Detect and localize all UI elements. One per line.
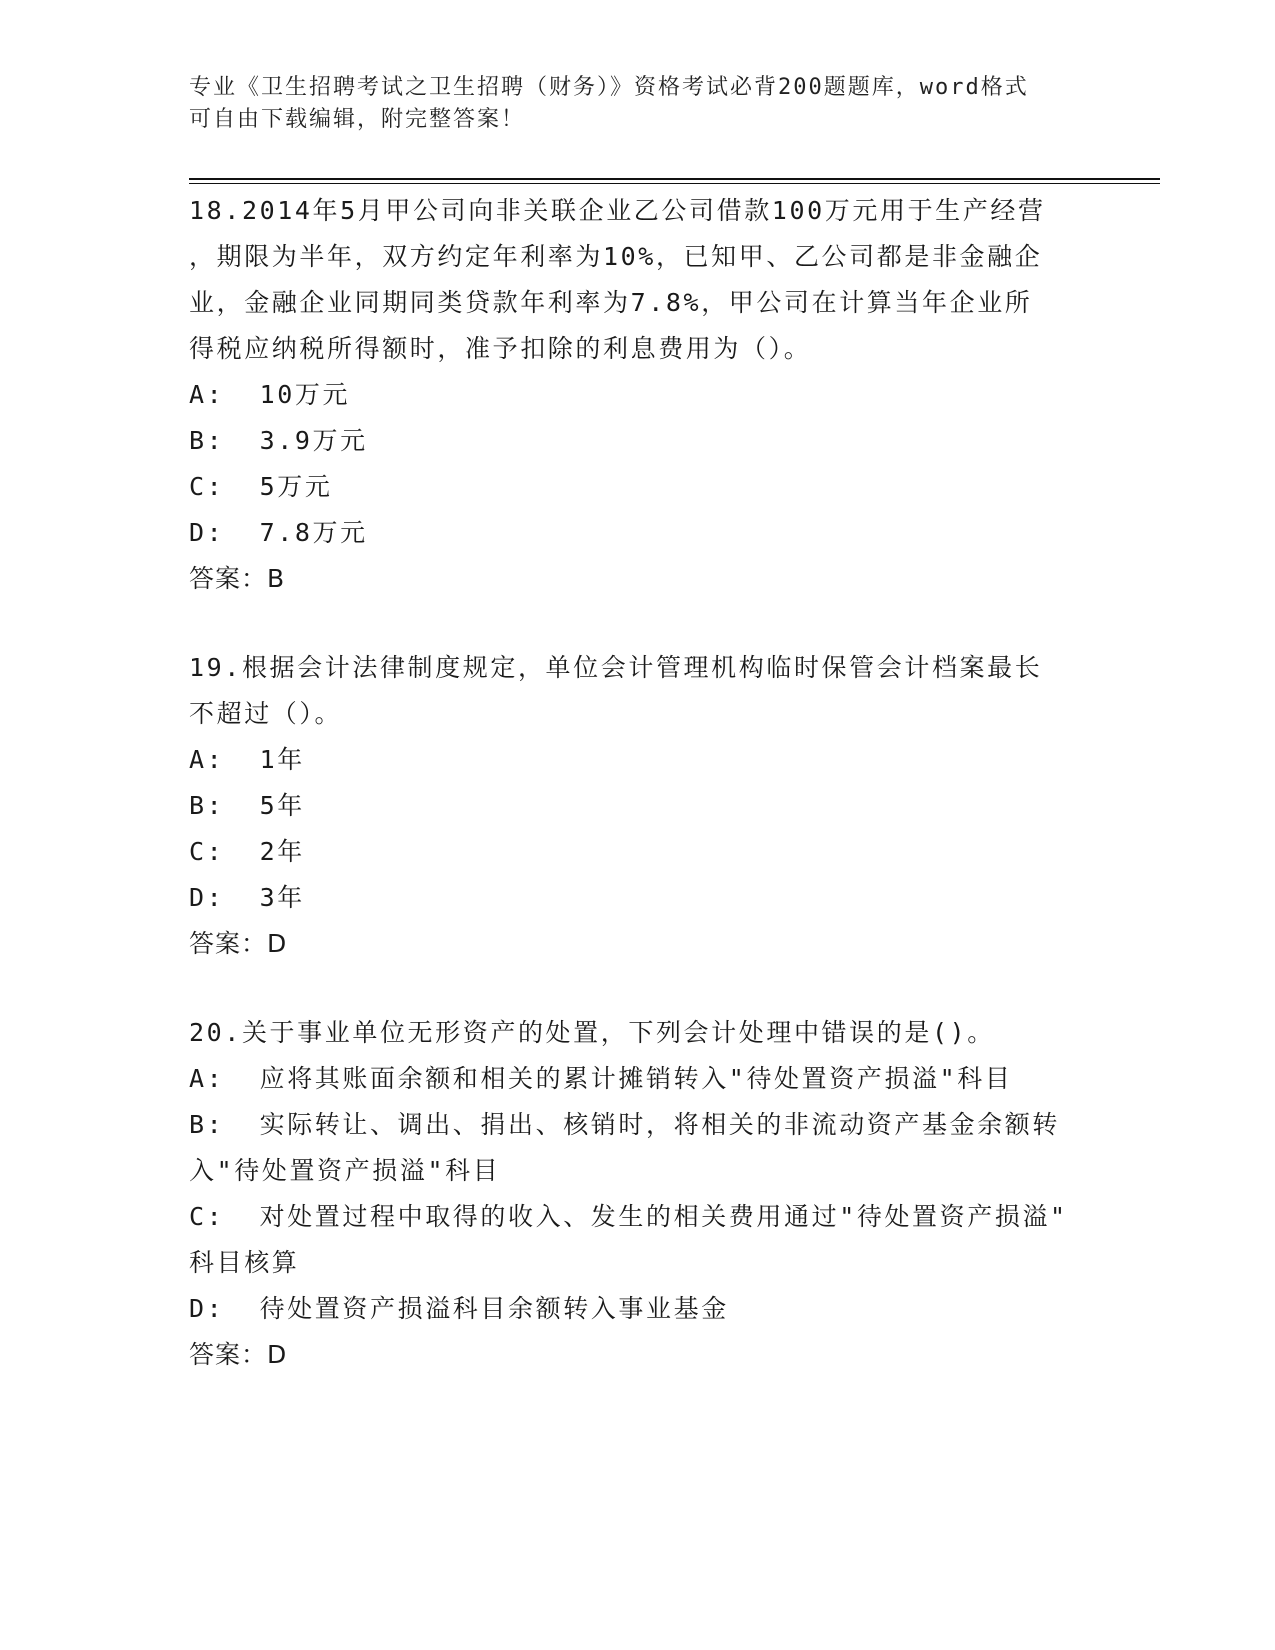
question-text-line: 得税应纳税所得额时，准予扣除的利息费用为（）。 — [189, 334, 812, 363]
answer-label: 答案：D — [189, 929, 288, 958]
header-rule-thick — [189, 178, 1160, 180]
option-b: B: 5年 — [189, 791, 305, 820]
option-c: C: 5万元 — [189, 472, 333, 501]
document-header — [189, 72, 1069, 136]
option-b: B: 3.9万元 — [189, 426, 368, 455]
answer-label: 答案：D — [189, 1340, 288, 1369]
question-text-line: 20.关于事业单位无形资产的处置，下列会计处理中错误的是()。 — [189, 1018, 995, 1047]
option-a: A: 应将其账面余额和相关的累计摊销转入"待处置资产损溢"科目 — [189, 1064, 1013, 1093]
question-text-line: 业，金融企业同期同类贷款年利率为7.8%，甲公司在计算当年企业所 — [189, 288, 1033, 317]
option-c-continued: 科目核算 — [189, 1248, 300, 1277]
option-d: D: 7.8万元 — [189, 518, 368, 547]
question-text-line: 不超过（）。 — [189, 699, 343, 728]
header-line-1: 专业《卫生招聘考试之卫生招聘（财务）》资格考试必背200题题库，word格式 — [189, 75, 1029, 100]
question-19 — [189, 645, 1089, 967]
header-rule-thin — [189, 183, 1160, 184]
option-c: C: 对处置过程中取得的收入、发生的相关费用通过"待处置资产损溢" — [189, 1202, 1068, 1231]
question-20 — [189, 1010, 1089, 1378]
option-b-continued: 入"待处置资产损溢"科目 — [189, 1156, 501, 1185]
option-d: D: 3年 — [189, 883, 305, 912]
question-18 — [189, 188, 1089, 602]
answer-label: 答案：B — [189, 564, 286, 593]
option-c: C: 2年 — [189, 837, 305, 866]
option-b: B: 实际转让、调出、捐出、核销时，将相关的非流动资产基金余额转 — [189, 1110, 1061, 1139]
header-line-2: 可自由下载编辑，附完整答案！ — [189, 107, 526, 132]
question-text-line: 19.根据会计法律制度规定，单位会计管理机构临时保管会计档案最长 — [189, 653, 1043, 682]
question-text-line: 18.2014年5月甲公司向非关联企业乙公司借款100万元用于生产经营 — [189, 196, 1046, 225]
option-d: D: 待处置资产损溢科目余额转入事业基金 — [189, 1294, 729, 1323]
question-text-line: ，期限为半年，双方约定年利率为10%，已知甲、乙公司都是非金融企 — [189, 242, 1043, 271]
question-list — [189, 188, 1089, 1421]
option-a: A: 1年 — [189, 745, 305, 774]
option-a: A: 10万元 — [189, 380, 351, 409]
